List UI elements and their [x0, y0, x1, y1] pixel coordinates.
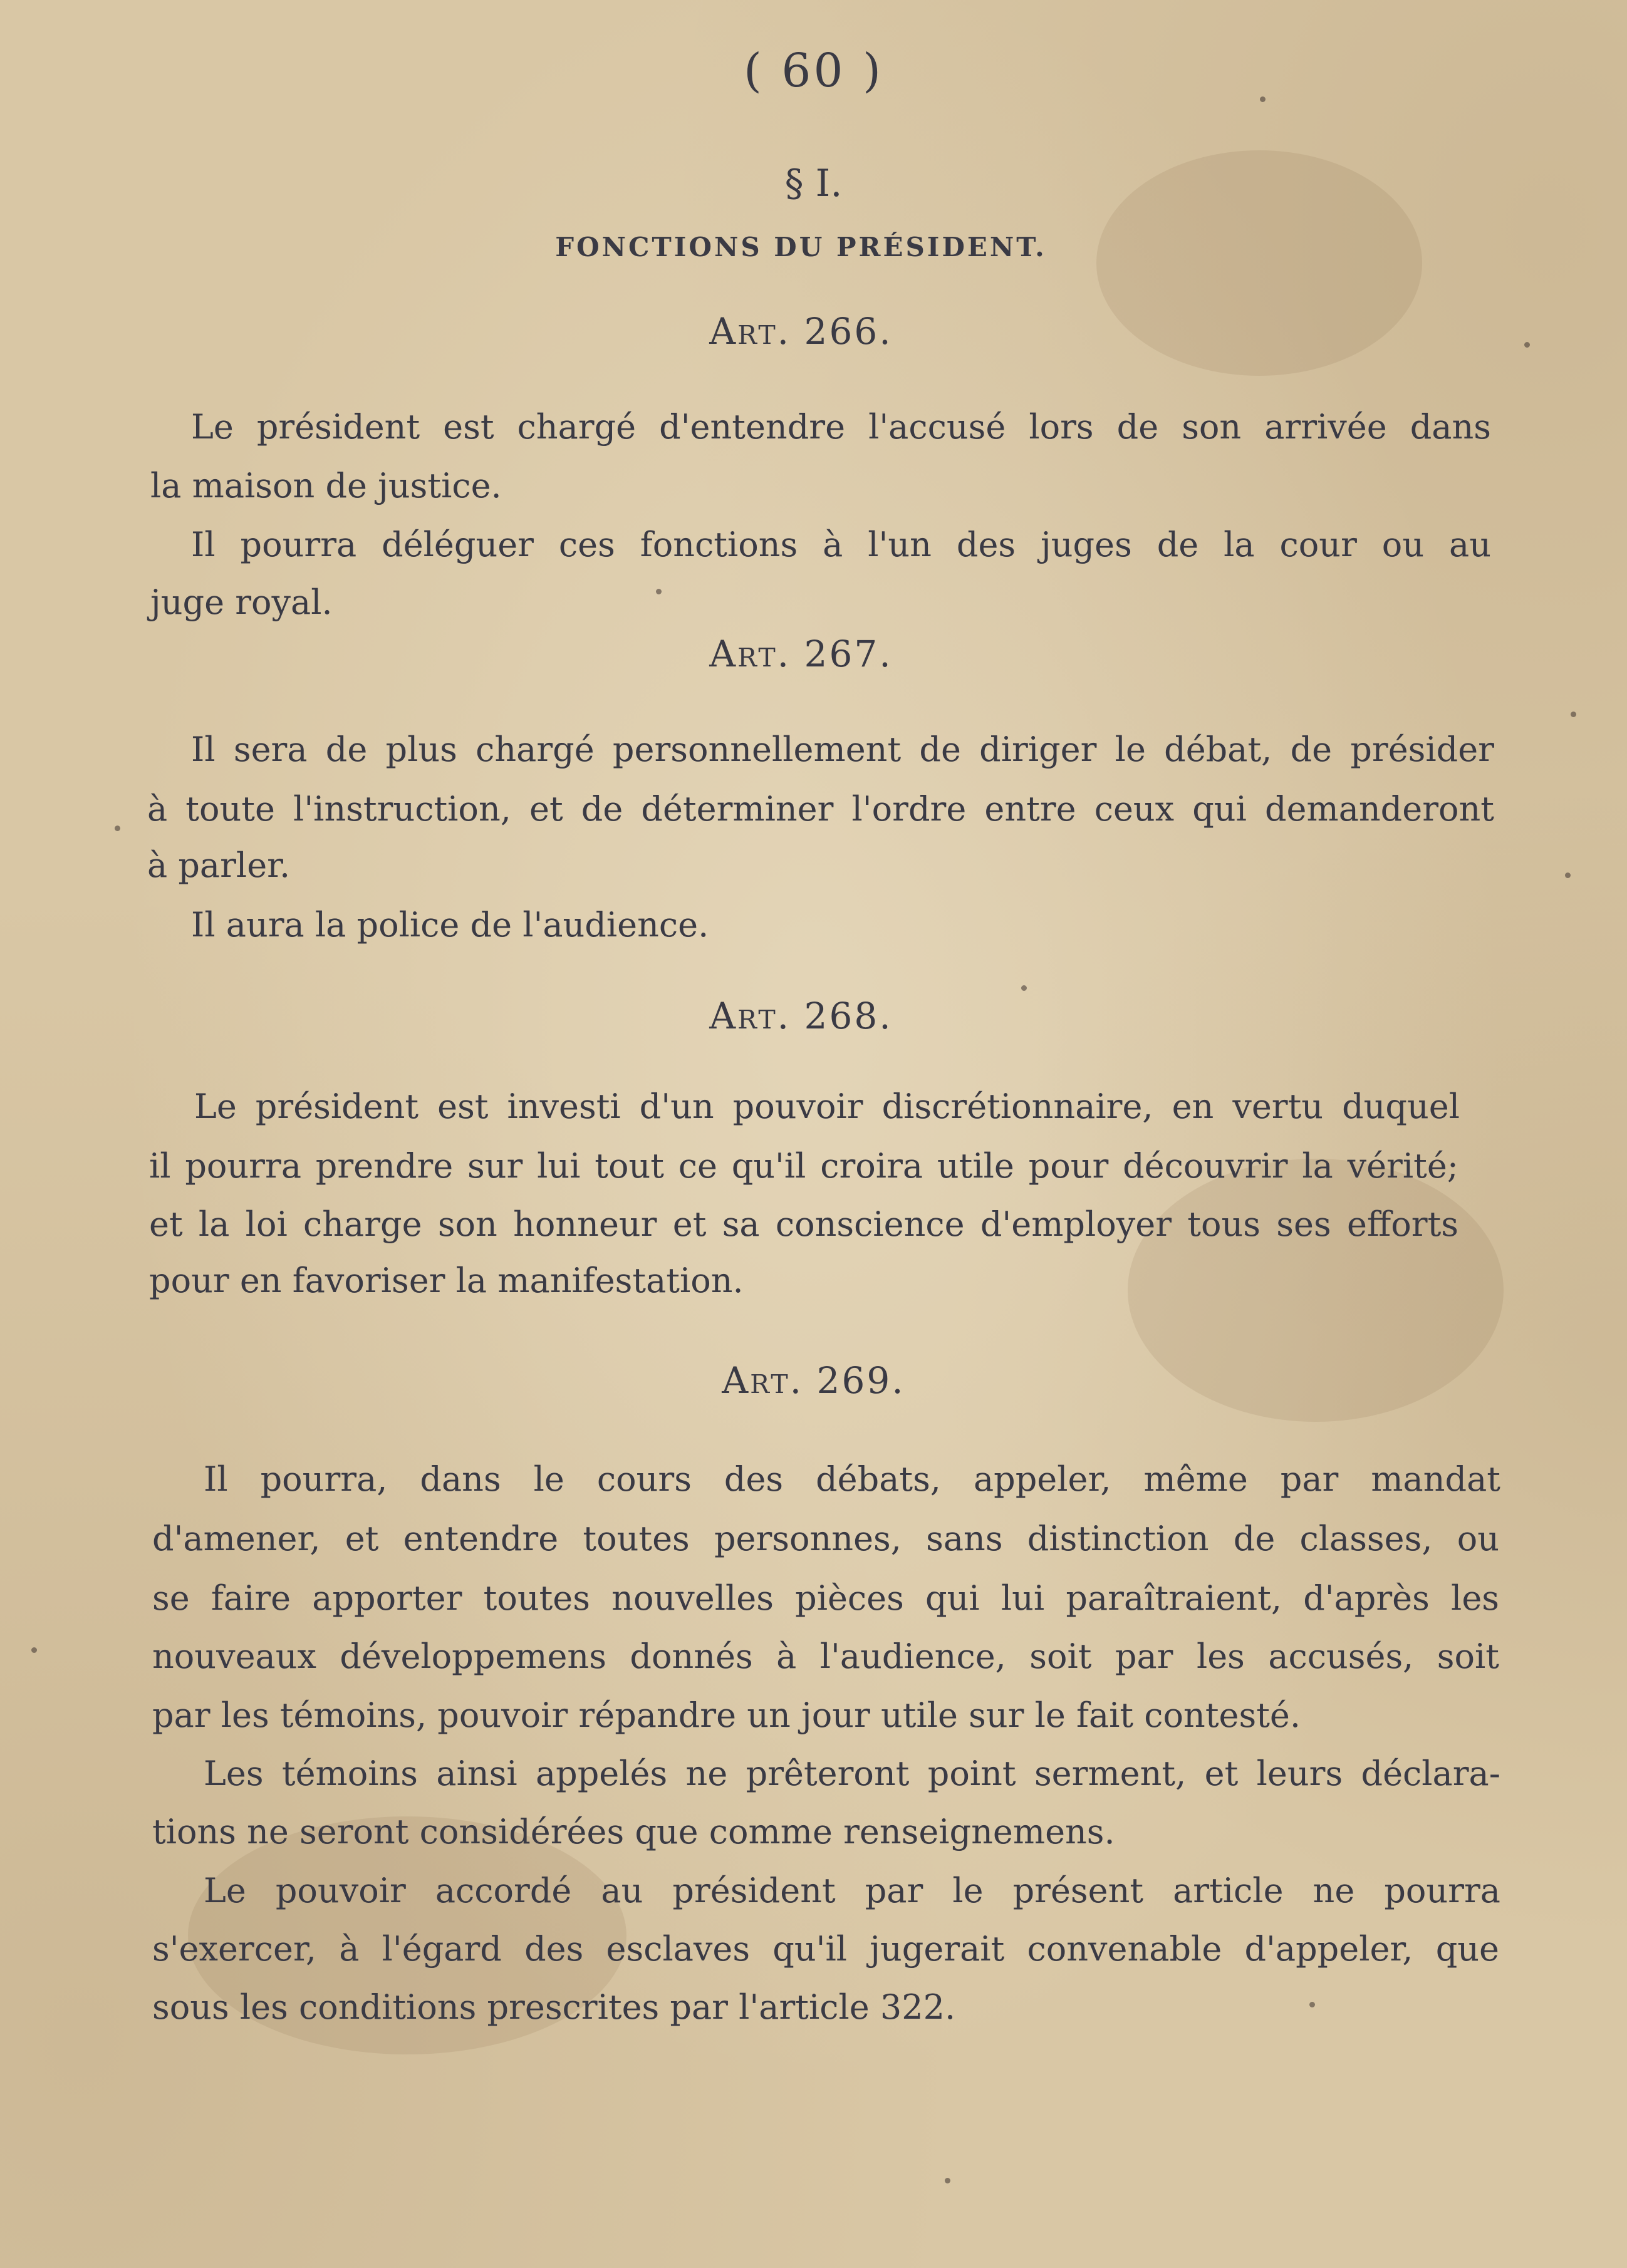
article-text-line: à parler. [147, 846, 291, 885]
article-text-line: tions ne seront considérées que comme renseignemens. [152, 1812, 1115, 1851]
article-text-line: Il sera de plus chargé personnellement de diriger le débat, de présider [191, 730, 1494, 769]
article-text-line: Il pourra, dans le cours des débats, appeler, même par mandat [204, 1459, 1500, 1499]
article-text-line: s'exercer, à l'égard des esclaves qu'il jugerait convenable d'appeler, que [152, 1929, 1499, 1969]
article-text-line: sous les conditions prescrites par l'article 322. [152, 1987, 956, 2027]
paper-speck [656, 589, 662, 594]
section-mark: § I. [784, 162, 843, 205]
paper-speck [1571, 712, 1576, 717]
article-text-line: et la loi charge son honneur et sa conscience d'employer tous ses efforts [149, 1204, 1458, 1244]
article-text-line: Le président est investi d'un pouvoir discrétionnaire, en vertu duquel [194, 1087, 1460, 1126]
paper-speck [1021, 985, 1027, 991]
paper-speck [945, 2178, 950, 2183]
article-text-line: Les témoins ainsi appelés ne prêteront point serment, et leurs déclara- [204, 1754, 1500, 1793]
paper-speck [115, 826, 120, 831]
article-heading: Art. 268. [709, 995, 893, 1037]
article-text-line: Il pourra déléguer ces fonctions à l'un des juges de la cour ou au [191, 525, 1491, 564]
article-text-line: juge royal. [150, 583, 333, 622]
article-heading: Art. 266. [709, 310, 893, 353]
article-text-line: à toute l'instruction, et de déterminer l'ordre entre ceux qui demanderont [147, 789, 1494, 829]
article-text-line: d'amener, et entendre toutes personnes, sans distinction de classes, ou [152, 1519, 1499, 1558]
article-text-line: nouveaux développemens donnés à l'audience, soit par les accusés, soit [152, 1637, 1499, 1676]
article-text-line: il pourra prendre sur lui tout ce qu'il croira utile pour découvrir la vérité; [149, 1146, 1458, 1186]
article-text-line: Le président est chargé d'entendre l'accusé lors de son arrivée dans [191, 407, 1491, 447]
article-heading: Art. 267. [709, 633, 893, 675]
article-text-line: Le pouvoir accordé au président par le présent article ne pourra [204, 1871, 1500, 1910]
paper-speck [1309, 2002, 1315, 2007]
article-heading: Art. 269. [722, 1359, 905, 1402]
article-text-line: pour en favoriser la manifestation. [149, 1261, 744, 1300]
article-text-line: par les témoins, pouvoir répandre un jour utile sur le fait contesté. [152, 1696, 1301, 1735]
page-number: ( 60 ) [744, 44, 883, 98]
article-text-line: la maison de justice. [150, 466, 502, 505]
article-text-line: Il aura la police de l'audience. [191, 905, 709, 945]
section-title: FONCTIONS DU PRÉSIDENT. [555, 232, 1047, 262]
paper-speck [31, 1647, 37, 1653]
paper-speck [1565, 873, 1571, 878]
article-text-line: se faire apporter toutes nouvelles pièces qui lui paraîtraient, d'après les [152, 1578, 1499, 1618]
